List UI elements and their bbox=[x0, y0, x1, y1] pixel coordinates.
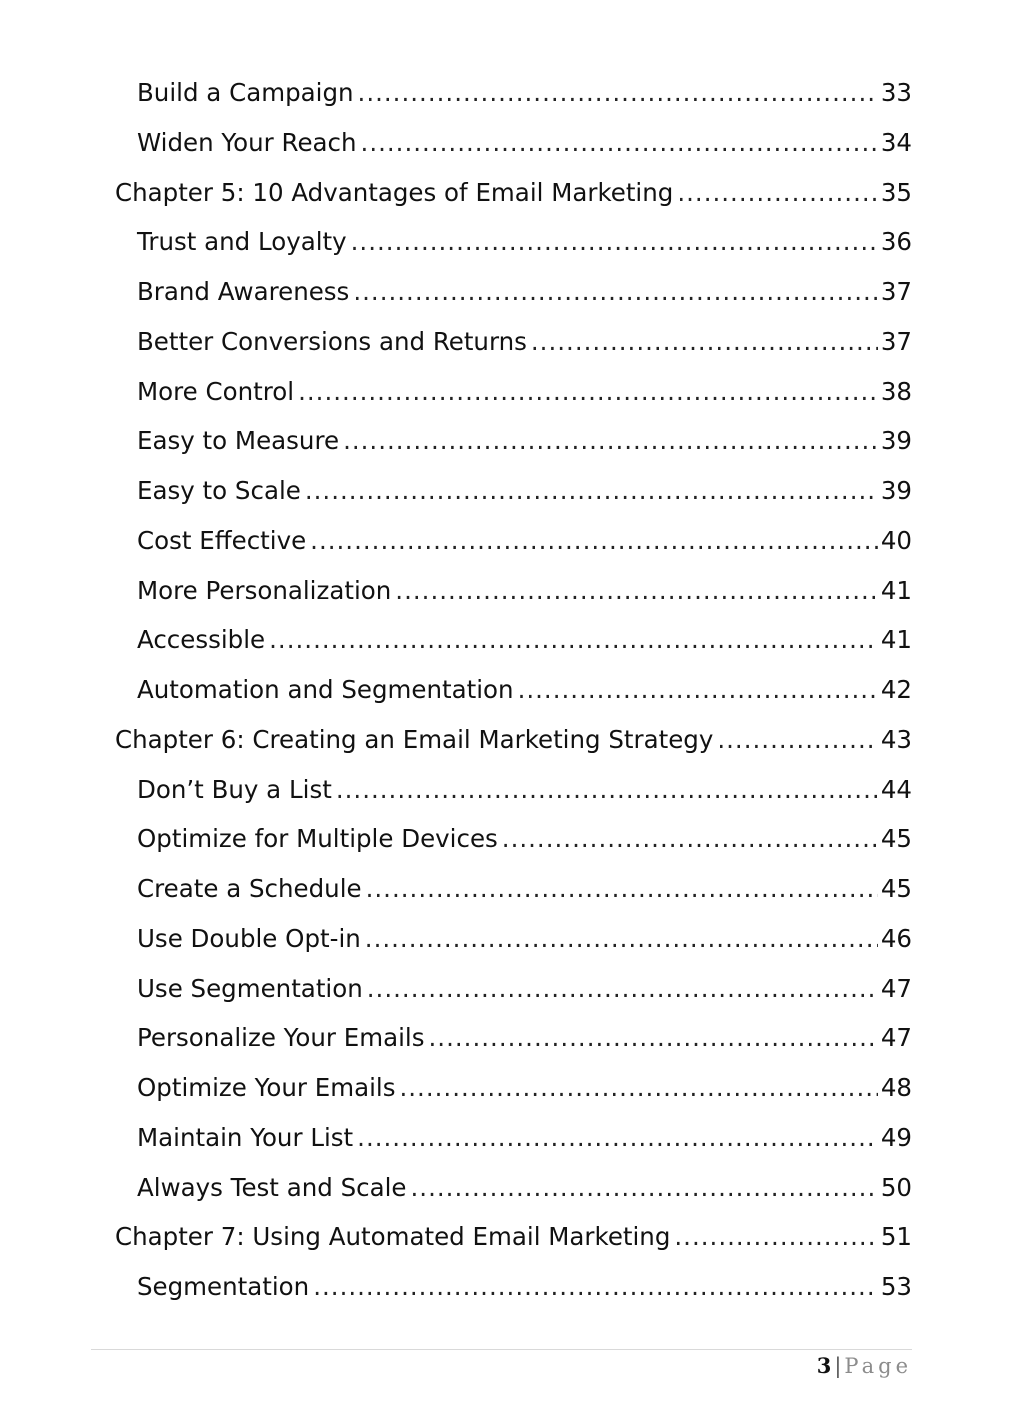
toc-section-entry[interactable] bbox=[115, 1163, 912, 1213]
dot-leader bbox=[310, 516, 878, 566]
toc-section-entry[interactable] bbox=[115, 1013, 912, 1063]
page-number: 3 bbox=[816, 1353, 832, 1378]
toc-entry-page-number: 37 bbox=[880, 326, 912, 356]
dot-leader bbox=[411, 1163, 878, 1213]
toc-entry-page-number: 33 bbox=[880, 78, 912, 107]
toc-entry-page-number: 50 bbox=[880, 1172, 912, 1202]
dot-leader bbox=[361, 118, 878, 168]
toc-section-entry[interactable] bbox=[115, 765, 912, 815]
toc-entry-title: Maintain Your List bbox=[137, 1122, 354, 1152]
dot-leader bbox=[674, 1212, 877, 1262]
dot-leader bbox=[429, 1013, 878, 1063]
toc-entry-page-number: 39 bbox=[880, 426, 912, 456]
toc-entry-title: Cost Effective bbox=[137, 525, 307, 555]
toc-entry-title: Always Test and Scale bbox=[137, 1172, 407, 1202]
toc-entry-page-number: 42 bbox=[880, 675, 912, 704]
toc-section-entry[interactable] bbox=[115, 1113, 912, 1163]
dot-leader bbox=[502, 814, 878, 864]
toc-entry-page-number: 40 bbox=[880, 525, 912, 555]
toc-entry-page-number: 41 bbox=[880, 625, 912, 655]
toc-entry-title: Segmentation bbox=[137, 1272, 310, 1301]
toc-entry-title: Personalize Your Emails bbox=[137, 1023, 425, 1053]
dot-leader bbox=[313, 1262, 878, 1312]
toc-section-entry[interactable] bbox=[115, 864, 912, 914]
toc-entry-page-number: 34 bbox=[880, 127, 912, 157]
toc-entry-title: Optimize Your Emails bbox=[137, 1073, 396, 1102]
toc-entry-page-number: 39 bbox=[880, 476, 912, 505]
toc-entry-title: Trust and Loyalty bbox=[137, 227, 347, 257]
toc-entry-title: Build a Campaign bbox=[137, 78, 354, 107]
table-of-contents bbox=[115, 68, 912, 1312]
toc-section-entry[interactable] bbox=[115, 914, 912, 964]
toc-entry-title: Easy to Scale bbox=[137, 476, 301, 505]
toc-section-entry[interactable] bbox=[115, 814, 912, 864]
dot-leader bbox=[298, 367, 878, 417]
toc-entry-title: Chapter 5: 10 Advantages of Email Marketing bbox=[115, 177, 674, 207]
toc-section-entry[interactable] bbox=[115, 516, 912, 566]
dot-leader bbox=[358, 68, 878, 118]
toc-entry-page-number: 46 bbox=[880, 923, 912, 953]
toc-entry-page-number: 51 bbox=[880, 1222, 912, 1252]
toc-entry-title: Don’t Buy a List bbox=[137, 774, 332, 804]
page-footer bbox=[817, 1352, 912, 1380]
toc-section-entry[interactable] bbox=[115, 1262, 912, 1312]
toc-section-entry[interactable] bbox=[115, 267, 912, 317]
toc-chapter-entry[interactable] bbox=[115, 168, 912, 218]
toc-entry-title: Better Conversions and Returns bbox=[137, 326, 527, 356]
toc-section-entry[interactable] bbox=[115, 217, 912, 267]
toc-entry-title: Chapter 7: Using Automated Email Marketing bbox=[115, 1222, 671, 1252]
dot-leader bbox=[717, 715, 877, 765]
toc-entry-title: Widen Your Reach bbox=[137, 127, 357, 157]
toc-entry-page-number: 45 bbox=[880, 824, 912, 854]
toc-entry-page-number: 44 bbox=[880, 774, 912, 804]
toc-entry-page-number: 36 bbox=[880, 227, 912, 257]
toc-section-entry[interactable] bbox=[115, 68, 912, 118]
dot-leader bbox=[677, 168, 877, 218]
toc-section-entry[interactable] bbox=[115, 665, 912, 715]
toc-chapter-entry[interactable] bbox=[115, 715, 912, 765]
dot-leader bbox=[269, 615, 878, 665]
toc-entry-title: Optimize for Multiple Devices bbox=[137, 824, 498, 854]
toc-entry-page-number: 49 bbox=[880, 1122, 912, 1152]
footer-separator: | bbox=[834, 1354, 842, 1378]
toc-chapter-entry[interactable] bbox=[115, 1212, 912, 1262]
footer-divider bbox=[91, 1349, 912, 1350]
toc-entry-title: Chapter 6: Creating an Email Marketing Strategy bbox=[115, 724, 714, 754]
toc-entry-page-number: 47 bbox=[880, 973, 912, 1003]
toc-section-entry[interactable] bbox=[115, 615, 912, 665]
toc-entry-title: Automation and Segmentation bbox=[137, 675, 514, 704]
toc-entry-title: Use Double Opt-in bbox=[137, 923, 361, 953]
toc-entry-page-number: 47 bbox=[880, 1023, 912, 1053]
dot-leader bbox=[365, 914, 878, 964]
toc-entry-title: Brand Awareness bbox=[137, 277, 350, 306]
toc-entry-page-number: 37 bbox=[880, 277, 912, 306]
dot-leader bbox=[395, 566, 878, 616]
dot-leader bbox=[518, 665, 878, 715]
dot-leader bbox=[366, 864, 878, 914]
toc-entry-page-number: 45 bbox=[880, 874, 912, 903]
dot-leader bbox=[367, 964, 878, 1014]
dot-leader bbox=[351, 217, 878, 267]
toc-entry-page-number: 43 bbox=[880, 724, 912, 754]
toc-section-entry[interactable] bbox=[115, 566, 912, 616]
toc-entry-page-number: 35 bbox=[880, 177, 912, 207]
toc-entry-title: Use Segmentation bbox=[137, 973, 363, 1003]
toc-section-entry[interactable] bbox=[115, 964, 912, 1014]
dot-leader bbox=[353, 267, 877, 317]
toc-section-entry[interactable] bbox=[115, 118, 912, 168]
toc-section-entry[interactable] bbox=[115, 466, 912, 516]
dot-leader bbox=[531, 317, 878, 367]
dot-leader bbox=[357, 1113, 878, 1163]
toc-entry-title: More Personalization bbox=[137, 575, 392, 605]
toc-section-entry[interactable] bbox=[115, 317, 912, 367]
toc-section-entry[interactable] bbox=[115, 367, 912, 417]
page-label: Page bbox=[844, 1354, 912, 1378]
toc-entry-page-number: 41 bbox=[880, 575, 912, 605]
dot-leader bbox=[305, 466, 878, 516]
toc-entry-title: More Control bbox=[137, 376, 295, 406]
toc-entry-page-number: 53 bbox=[880, 1272, 912, 1301]
toc-entry-title: Easy to Measure bbox=[137, 426, 340, 456]
dot-leader bbox=[336, 765, 878, 815]
toc-section-entry[interactable] bbox=[115, 416, 912, 466]
toc-section-entry[interactable] bbox=[115, 1063, 912, 1113]
dot-leader bbox=[343, 416, 878, 466]
dot-leader bbox=[399, 1063, 877, 1113]
toc-entry-page-number: 38 bbox=[880, 376, 912, 406]
toc-entry-page-number: 48 bbox=[880, 1073, 912, 1102]
toc-entry-title: Accessible bbox=[137, 625, 266, 655]
toc-entry-title: Create a Schedule bbox=[137, 874, 362, 903]
